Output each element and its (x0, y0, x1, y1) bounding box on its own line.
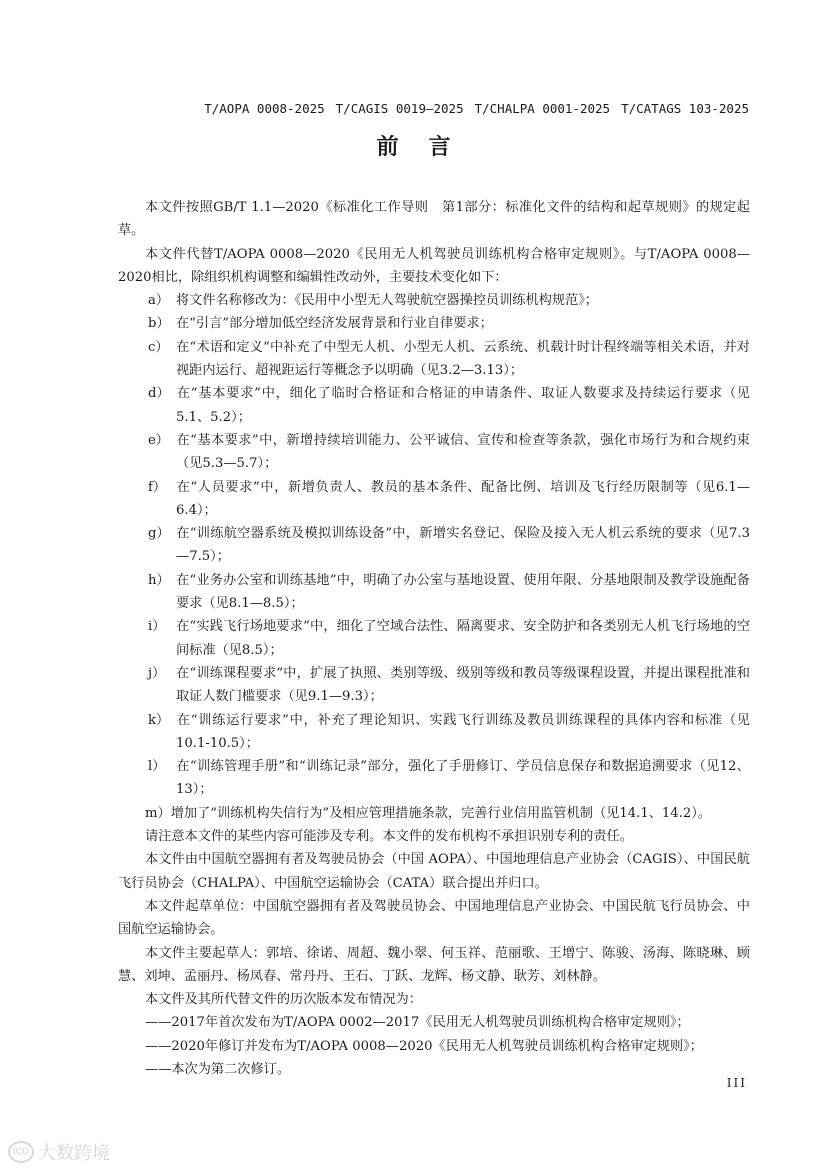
change-item-text: 在“训练管理手册”和“训练记录”部分，强化了手册修订、学员信息保存和数据追溯要求（见12、13）； (176, 759, 750, 798)
changes-list (118, 289, 750, 802)
page-title: 前言 (376, 135, 481, 160)
drafters-paragraph: 本文件主要起草人：郭培、徐诺、周超、魏小翠、何玉祥、范丽歌、王增宁、陈骏、汤海、陈晓琳、顾慧、刘坤、孟丽丹、杨凤春、常丹丹、王石、丁跃、龙辉、杨文静、耿芳、刘林静。 (118, 945, 750, 984)
change-item-marker: l） (148, 759, 166, 775)
change-item-text: 在“实践飞行场地要求”中，细化了空域合法性、隔离要求、安全防护和各类别无人机飞行场地的空间标准（见8.5）； (176, 619, 750, 658)
change-item (118, 522, 750, 569)
proposer-paragraph: 本文件由中国航空器拥有者及驾驶员协会（中国 AOPA）、中国地理信息产业协会（CAGIS）、中国民航飞行员协会（CHALPA）、中国航空运输协会（CATA）联合提出并归口。 (118, 852, 750, 891)
patent-notice: 请注意本文件的某些内容可能涉及专利。本文件的发布机构不承担识别专利的责任。 (145, 829, 633, 845)
change-item (118, 709, 750, 756)
page-number: III (726, 1076, 747, 1090)
change-item-text: 在“引言”部分增加低空经济发展背景和行业自律要求； (176, 316, 493, 332)
watermark-logo-icon: ICO (8, 1141, 34, 1163)
history-item: ——本次为第二次修订。 (145, 1061, 291, 1077)
standard-codes-header (193, 101, 749, 116)
change-item (118, 312, 750, 335)
change-item-text: 在“术语和定义”中补充了中型无人机、小型无人机、云系统、机载计时计程终端等相关术语，并对视距内运行、超视距运行等概念予以明确（见3.2—3.13）； (176, 339, 750, 379)
change-item-m: m）增加了“训练机构失信行为”及相应管理措施条款，完善行业信用监管机制（见14.1、14.2）。 (145, 805, 712, 821)
drafting-units-paragraph: 本文件起草单位：中国航空器拥有者及驾驶员协会、中国地理信息产业协会、中国民航飞行员协会、中国航空运输协会。 (118, 898, 750, 938)
change-item-text: 将文件名称修改为：《民用中小型无人驾驶航空器操控员训练机构规范》； (176, 293, 598, 309)
change-item-marker: f） (148, 479, 167, 495)
change-item-marker: b） (148, 316, 170, 332)
standard-code: T/CATAGS 103-2025 (621, 101, 749, 116)
change-item-text: 在“训练运行要求”中，补充了理论知识、实践飞行训练及教员训练课程的具体内容和标准（见10.1-10.5）； (176, 712, 750, 751)
change-item-marker: g） (148, 526, 170, 542)
change-item (118, 289, 750, 312)
history-item: ——2020年修订并发布为T/AOPA 0008—2020《民用无人机驾驶员训练机构合格审定规则》； (145, 1038, 703, 1054)
watermark-text: 大数跨境 (38, 1143, 110, 1164)
change-item-marker: j） (148, 665, 166, 681)
intro-paragraph: 本文件按照GB/T 1.1—2020《标准化工作导则 第1部分：标准化文件的结构和起草规则》的规定起草。 (118, 200, 750, 239)
history-item: ——2017年首次发布为T/AOPA 0002—2017《民用无人机驾驶员训练机构合格审定规则》； (145, 1015, 690, 1031)
change-item (118, 569, 750, 616)
change-item-text: 在“基本要求”中，细化了临时合格证和合格证的申请条件、取证人数要求及持续运行要求（见5.1、5.2）； (176, 386, 750, 425)
change-item-marker: c） (148, 339, 169, 355)
change-item-text: 在“训练课程要求”中，扩展了执照、类别等级、级别等级和教员等级课程设置，并提出课程批准和取证人数门槛要求（见9.1—9.3）； (176, 665, 750, 705)
change-item-text: 在“人员要求”中，新增负责人、教员的基本条件、配备比例、培训及飞行经历限制等（见6.1—6.4）； (176, 479, 750, 518)
change-item-marker: a） (148, 293, 170, 309)
change-item (118, 476, 750, 523)
change-item-marker: k） (148, 712, 170, 728)
change-item-text: 在“训练航空器系统及模拟训练设备”中，新增实名登记、保险及接入无人机云系统的要求（见7.3—7.5）； (176, 526, 750, 565)
change-item-marker: d） (148, 386, 170, 402)
standard-code: T/CAGIS 0019—2025 (335, 101, 464, 116)
change-item-marker: h） (148, 572, 170, 588)
history-intro: 本文件及其所代替文件的历次版本发布情况为： (145, 992, 422, 1008)
change-item-text: 在“基本要求”中，新增持续培训能力、公平诚信、宣传和检查等条款，强化市场行为和合规约束（见5.3—5.7）； (176, 432, 750, 472)
change-item-marker: i） (148, 619, 166, 635)
standard-code: T/AOPA 0008-2025 (204, 101, 325, 116)
change-item-marker: e） (148, 432, 169, 448)
change-item (118, 336, 750, 383)
change-item (118, 755, 750, 802)
change-item-text: 在“业务办公室和训练基地”中，明确了办公室与基地设置、使用年限、分基地限制及教学设施配备要求（见8.1—8.5）； (176, 572, 750, 612)
change-item (118, 382, 750, 429)
standard-code: T/CHALPA 0001-2025 (474, 101, 611, 116)
change-item (118, 662, 750, 709)
watermark (8, 1139, 110, 1165)
change-item (118, 429, 750, 476)
change-item (118, 615, 750, 662)
document-body (118, 196, 750, 1081)
intro-paragraph: 本文件代替T/AOPA 0008—2020《民用无人机驾驶员训练机构合格审定规则》。与T/AOPA 0008—2020相比，除组织机构调整和编辑性改动外，主要技术变化如下： (118, 246, 750, 285)
